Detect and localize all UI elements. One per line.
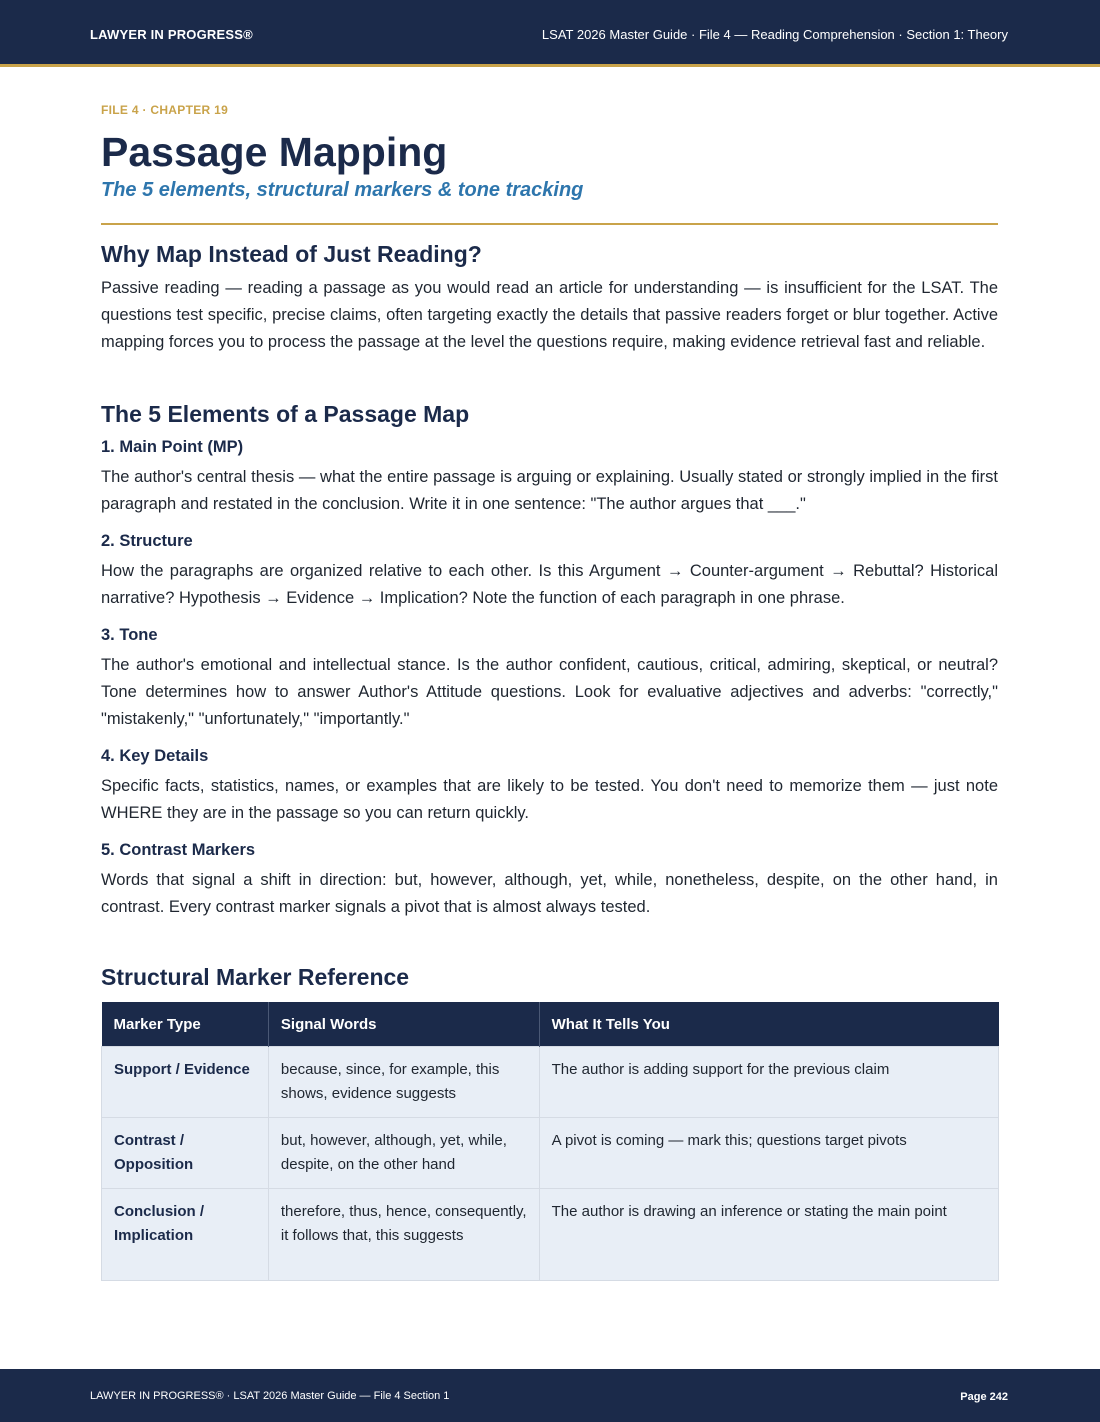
- page-title: Passage Mapping: [101, 129, 448, 175]
- signal-words-cell: but, however, although, yet, while, despite, on the other hand: [268, 1118, 539, 1189]
- element-tone: [101, 623, 998, 733]
- table-row: [102, 1189, 999, 1281]
- title-divider: [101, 223, 998, 225]
- element-body: The author's central thesis — what the entire passage is arguing or explaining. Usually stated or strongly implied in the first paragraph and restated in the conclusion. Write it in one sentence: "The author argues that ___.": [101, 468, 998, 513]
- why-map-section: [101, 239, 998, 356]
- markers-heading: Structural Marker Reference: [101, 964, 410, 990]
- marker-type-cell: Support / Evidence: [102, 1047, 269, 1118]
- page-content: [101, 103, 998, 1281]
- element-title: 4. Key Details: [101, 747, 209, 765]
- header-breadcrumb: LSAT 2026 Master Guide · File 4 — Reading Comprehension · Section 1: Theory: [541, 27, 1008, 42]
- chapter-eyebrow: FILE 4 · CHAPTER 19: [101, 103, 229, 117]
- element-structure: [101, 529, 998, 612]
- footer-label: LAWYER IN PROGRESS® · LSAT 2026 Master Guide — File 4 Section 1: [90, 1390, 450, 1402]
- element-title: 3. Tone: [101, 626, 158, 644]
- element-main-point: [101, 435, 998, 518]
- elements-section: [101, 399, 998, 921]
- element-title: 1. Main Point (MP): [101, 438, 244, 456]
- table-row: [102, 1118, 999, 1189]
- marker-reference-table: [101, 1002, 999, 1281]
- column-header: What It Tells You: [539, 1002, 998, 1047]
- page-subtitle: The 5 elements, structural markers & tone tracking: [101, 179, 584, 201]
- table-header-row: [102, 1002, 999, 1047]
- element-contrast-markers: [101, 838, 998, 921]
- markers-section: [101, 962, 998, 1281]
- page-footer: [0, 1369, 1100, 1422]
- element-title: 2. Structure: [101, 532, 193, 550]
- header-brand: LAWYER IN PROGRESS®: [90, 27, 253, 42]
- column-header: Signal Words: [268, 1002, 539, 1047]
- page-header: [0, 0, 1100, 67]
- meaning-cell: The author is adding support for the previous claim: [539, 1047, 998, 1118]
- element-title: 5. Contrast Markers: [101, 841, 256, 859]
- meaning-cell: A pivot is coming — mark this; questions target pivots: [539, 1118, 998, 1189]
- page-number: Page 242: [960, 1391, 1008, 1403]
- element-body: How the paragraphs are organized relative to each other. Is this Argument → Counter-argument → Rebuttal? Historical narrative? Hypothesis → Evidence → Implication? Note the function of each paragraph in one phrase.: [101, 562, 998, 607]
- meaning-cell: The author is drawing an inference or stating the main point: [539, 1189, 998, 1281]
- element-body: Words that signal a shift in direction: but, however, although, yet, while, nonetheless, despite, on the other hand, in contrast. Every contrast marker signals a pivot that is almost always tested.: [101, 871, 998, 916]
- table-row: [102, 1047, 999, 1118]
- why-map-body: Passive reading — reading a passage as you would read an article for understanding — is insufficient for the LSAT. The questions test specific, precise claims, often targeting exactly the details that passive readers forget or blur together. Active mapping forces you to process the passage at the level the questions require, making evidence retrieval fast and reliable.: [101, 279, 998, 351]
- marker-type-cell: Contrast / Opposition: [102, 1118, 269, 1189]
- element-body: The author's emotional and intellectual stance. Is the author confident, cautious, critical, admiring, skeptical, or neutral? Tone determines how to answer Author's Attitude questions. Look for evaluative adjectives and adverbs: "correctly," "mistakenly," "unfortunately," "importantly.": [101, 656, 998, 728]
- signal-words-cell: because, since, for example, this shows, evidence suggests: [268, 1047, 539, 1118]
- element-body: Specific facts, statistics, names, or examples that are likely to be tested. You don't need to memorize them — just note WHERE they are in the passage so you can return quickly.: [101, 777, 998, 822]
- elements-heading: The 5 Elements of a Passage Map: [101, 401, 470, 427]
- element-key-details: [101, 744, 998, 827]
- marker-type-cell: Conclusion / Implication: [102, 1189, 269, 1281]
- signal-words-cell: therefore, thus, hence, consequently, it follows that, this suggests: [268, 1189, 539, 1281]
- why-map-heading: Why Map Instead of Just Reading?: [101, 241, 482, 267]
- column-header: Marker Type: [102, 1002, 269, 1047]
